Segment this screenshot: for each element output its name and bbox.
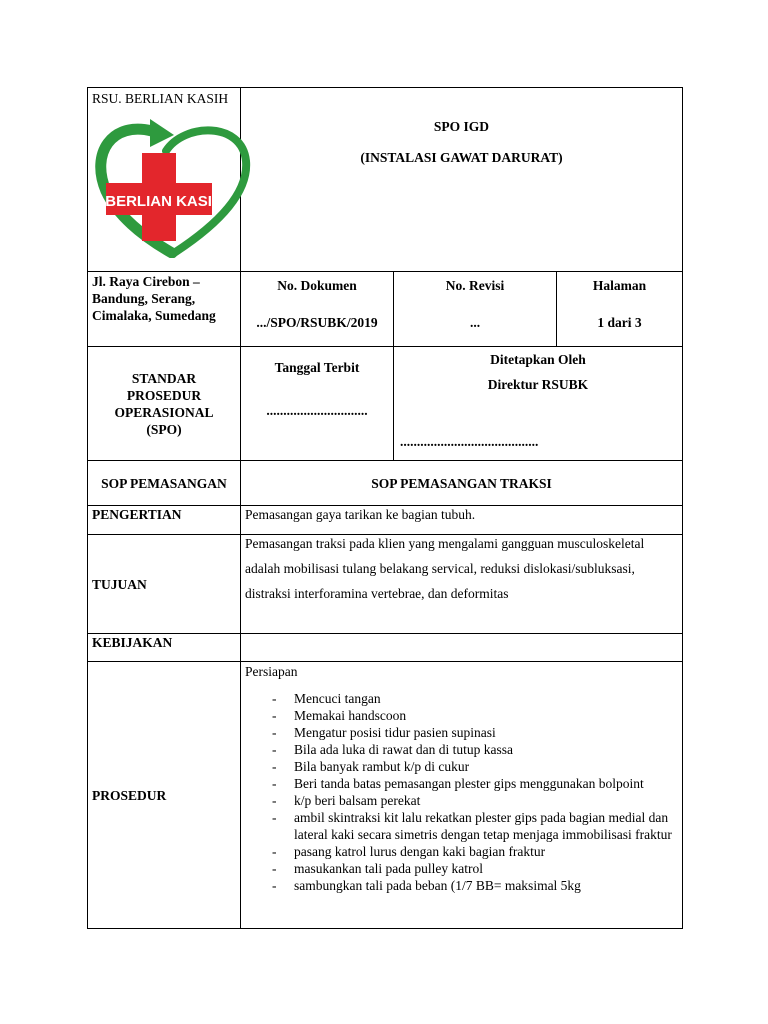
prosedur-step: - pasang katrol lurus dengan kaki bagian fraktur: [245, 843, 678, 860]
sop-label-cell: [88, 461, 241, 506]
pengertian-label-cell: [88, 506, 241, 535]
pengertian-label: PENGERTIAN: [92, 507, 182, 522]
tujuan-text: Pemasangan traksi pada klien yang mengalami gangguan musculoskeletal adalah mobilisasi tulang belakang servical, reduksi dislokasi/subluksasi, distraksi interforamina vertebrae, dan deformitas: [245, 536, 645, 601]
spo-label: STANDAR PROSEDUR OPERASIONAL (SPO): [114, 370, 214, 437]
hospital-address: Jl. Raya Cirebon – Bandung, Serang, Cimalaka, Sumedang: [92, 274, 216, 323]
doc-number-label: No. Dokumen: [277, 278, 357, 293]
kebijakan-label: KEBIJAKAN: [92, 635, 173, 650]
sop-title: SOP PEMASANGAN TRAKSI: [371, 475, 552, 491]
logo-text: BERLIAN KASIH: [105, 193, 223, 210]
issue-date-value: ..............................: [266, 403, 368, 418]
kebijakan-text-cell: [241, 634, 683, 662]
tujuan-label-cell: [88, 535, 241, 634]
prosedur-step: - ambil skintraksi kit lalu rekatkan plester gips pada bagian medial dan lateral kaki secara simetris dengan tetap menjaga immobilisasi fraktur: [245, 809, 678, 843]
prosedur-step: - Bila banyak rambut k/p di cukur: [245, 758, 678, 775]
revision-cell: [394, 272, 557, 347]
pengertian-text: Pemasangan gaya tarikan ke bagian tubuh.: [245, 507, 476, 522]
issue-date-label: Tanggal Terbit: [274, 360, 360, 375]
prosedur-heading: Persiapan: [245, 664, 298, 679]
doc-number-value: .../SPO/RSUBK/2019: [256, 315, 378, 330]
established-by: Direktur RSUBK: [487, 377, 589, 392]
doc-number-cell: [241, 272, 394, 347]
document-subtitle: (INSTALASI GAWAT DARURAT): [360, 150, 563, 165]
issue-date-cell: [241, 347, 394, 461]
hospital-name: RSU. BERLIAN KASIH: [92, 91, 229, 106]
page-label: Halaman: [592, 278, 647, 293]
prosedur-step: - Beri tanda batas pemasangan plester gips menggunakan bolpoint: [245, 775, 678, 792]
page-cell: [557, 272, 683, 347]
document-title: SPO IGD: [433, 119, 490, 134]
prosedur-step: - Memakai handscoon: [245, 707, 678, 724]
prosedur-step: - sambungkan tali pada beban (1/7 BB= maksimal 5kg: [245, 877, 678, 894]
established-label: Ditetapkan Oleh: [490, 352, 586, 367]
page-value: 1 dari 3: [597, 315, 642, 330]
prosedur-step: - Mengatur posisi tidur pasien supinasi: [245, 724, 678, 741]
prosedur-content-cell: [241, 662, 683, 929]
prosedur-step: - k/p beri balsam perekat: [245, 792, 678, 809]
prosedur-step: - Mencuci tangan: [245, 690, 678, 707]
tujuan-label: TUJUAN: [92, 576, 147, 592]
prosedur-step: - masukankan tali pada pulley katrol: [245, 860, 678, 877]
established-cell: [394, 347, 683, 461]
tujuan-text-cell: [241, 535, 683, 634]
sop-label: SOP PEMASANGAN: [101, 475, 227, 491]
revision-value: ...: [469, 315, 481, 330]
sop-title-cell: [241, 461, 683, 506]
hospital-cell: [88, 88, 241, 272]
prosedur-step: - Bila ada luka di rawat dan di tutup kassa: [245, 741, 678, 758]
prosedur-steps-list: [245, 690, 678, 894]
spo-label-cell: [88, 347, 241, 461]
prosedur-label-cell: [88, 662, 241, 929]
address-cell: [88, 272, 241, 347]
spo-document-table: [87, 87, 683, 929]
title-cell: [241, 88, 683, 272]
revision-label: No. Revisi: [445, 278, 505, 293]
signature-line: .........................................: [400, 434, 539, 449]
hospital-logo: [92, 113, 252, 258]
kebijakan-label-cell: [88, 634, 241, 662]
prosedur-label: PROSEDUR: [92, 787, 167, 803]
